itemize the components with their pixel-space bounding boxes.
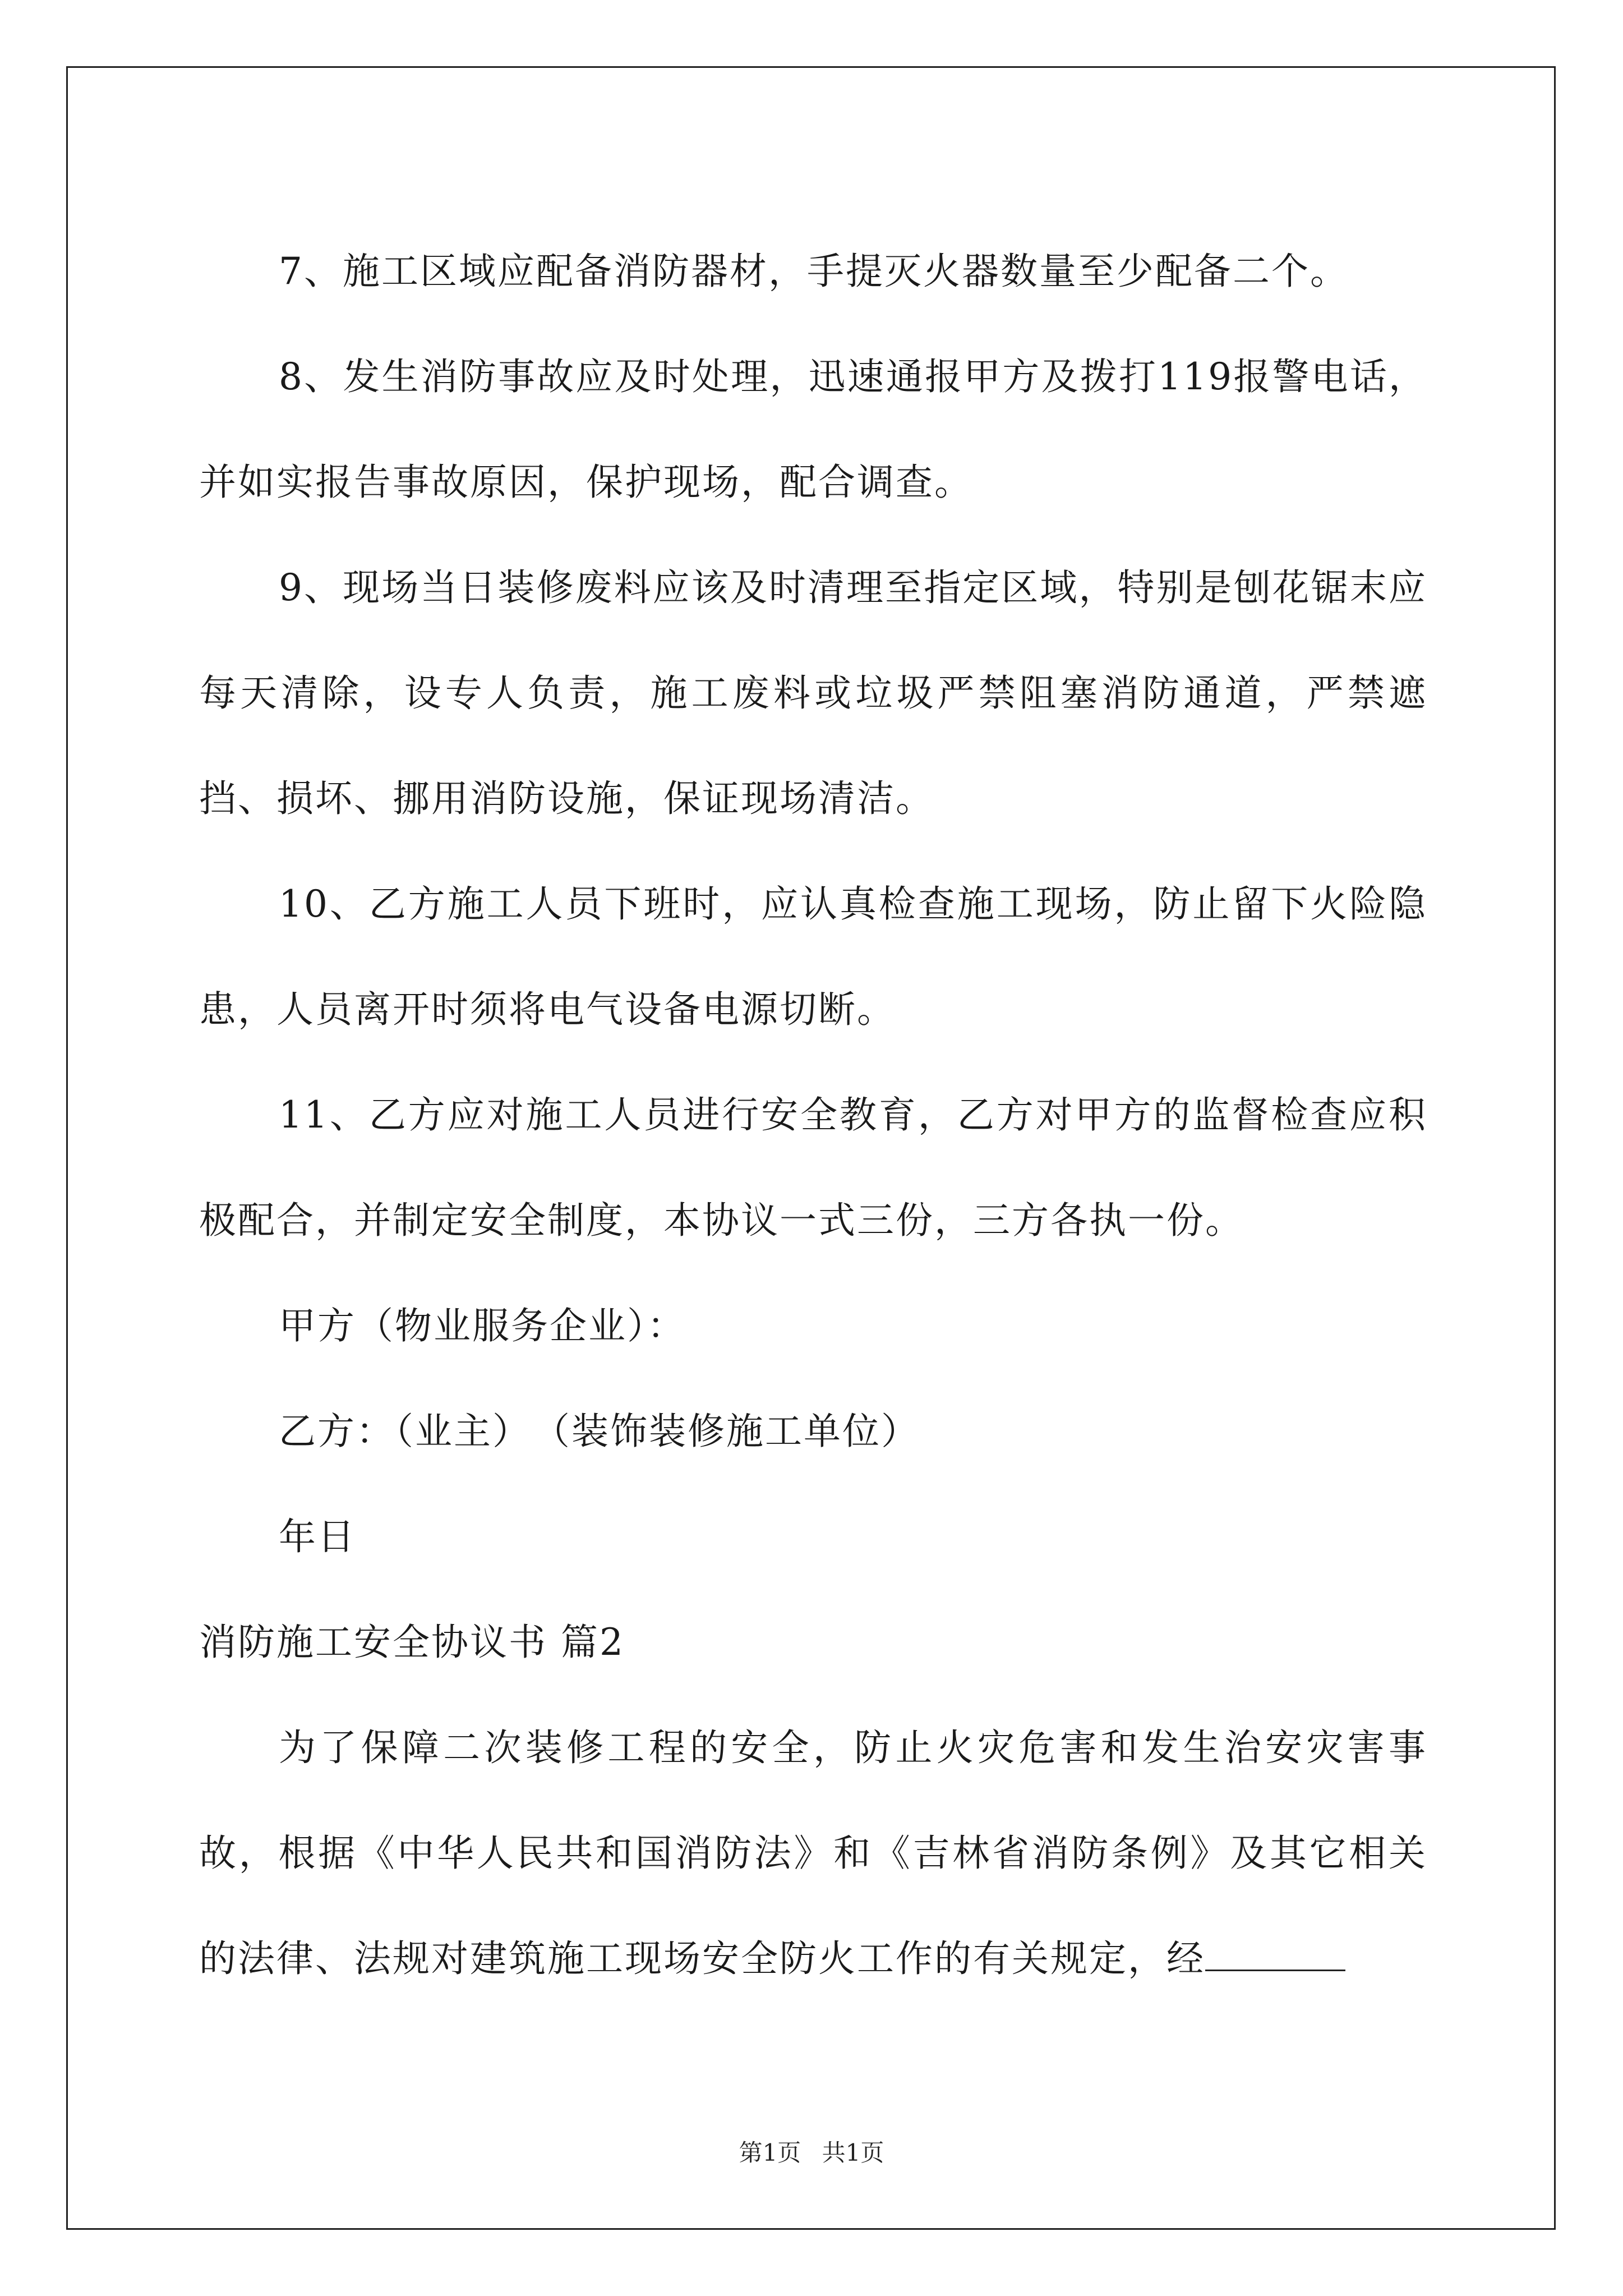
party-b-signature-line: 乙方：（业主） （装饰装修施工单位） (279, 1410, 920, 1453)
intro-text: 为了保障二次装修工程的安全，防止火灾危害和发生治安灾害事故，根据《中华人民共和国消防法》和《吉林省消防条例》及其它相关的法律、法规对建筑施工现场安全防火工作的有关规定，经 (199, 1726, 1427, 1980)
document-body (199, 219, 1427, 2012)
party-a-signature-line: 甲方（物业服务企业）： (279, 1304, 686, 1347)
page-footer (0, 2134, 1623, 2168)
section-heading: 消防施工安全协议书 篇2 (199, 1621, 625, 1664)
fill-in-blank (1205, 1937, 1345, 1971)
clause-10: 10、乙方施工人员下班时，应认真检查施工现场，防止留下火险隐患，人员离开时须将电气设备电源切断。 (199, 882, 1427, 1031)
clause-8: 8、发生消防事故应及时处理，迅速通报甲方及拨打119报警电话，并如实报告事故原因，保护现场，配合调查。 (199, 355, 1427, 504)
page-number-current: 第1页 (739, 2139, 801, 2166)
date-line: 年日 (279, 1515, 356, 1558)
clause-9: 9、现场当日装修废料应该及时清理至指定区域，特别是刨花锯末应每天清除，设专人负责，施工废料或垃圾严禁阻塞消防通道，严禁遮挡、损坏、挪用消防设施，保证现场清洁。 (199, 566, 1427, 820)
clause-7: 7、施工区域应配备消防器材，手提灭火器数量至少配备二个。 (279, 250, 1349, 293)
intro-paragraph (199, 1695, 1427, 2012)
page-number-total: 共1页 (822, 2139, 884, 2166)
clause-11: 11、乙方应对施工人员进行安全教育，乙方对甲方的监督检查应积极配合，并制定安全制度，本协议一式三份，三方各执一份。 (199, 1093, 1427, 1242)
